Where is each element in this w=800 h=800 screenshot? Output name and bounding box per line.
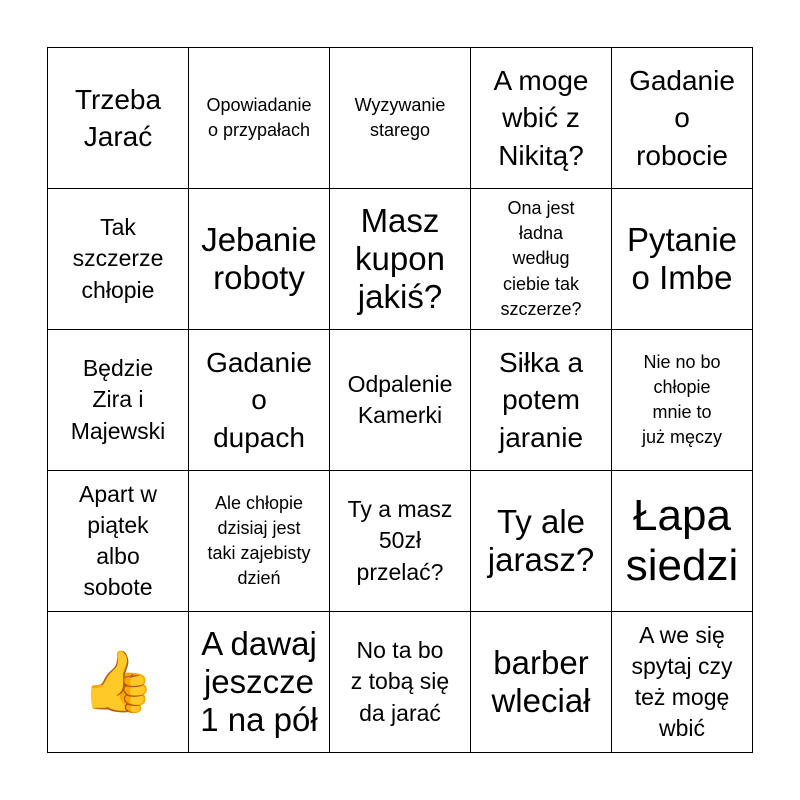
bingo-cell-r0-c3[interactable] <box>471 48 612 189</box>
cell-text: Wyzywanie starego <box>354 94 446 140</box>
cell-text: Opowiadanie o przypałach <box>206 94 312 140</box>
thumbs-up-icon: 👍 <box>80 647 156 717</box>
bingo-cell-r3-c0[interactable] <box>48 471 189 612</box>
cell-text: Odpalenie Kamerki <box>347 370 453 428</box>
bingo-cell-r2-c2[interactable] <box>330 330 471 471</box>
cell-text: Nie no bo chłopie mnie to już męczy <box>641 351 722 448</box>
bingo-cell-r1-c1[interactable] <box>189 189 330 330</box>
bingo-cell-r1-c4[interactable] <box>612 189 753 330</box>
bingo-cell-r1-c0[interactable] <box>48 189 189 330</box>
bingo-cell-r4-c3[interactable] <box>471 612 612 753</box>
cell-text: Pytanie o Imbe <box>626 221 738 296</box>
bingo-board <box>47 47 753 753</box>
bingo-cell-r0-c1[interactable] <box>189 48 330 189</box>
cell-text: Łapa siedzi <box>625 491 739 590</box>
bingo-cell-r2-c1[interactable] <box>189 330 330 471</box>
bingo-cell-r2-c4[interactable] <box>612 330 753 471</box>
cell-text: Gadanie o dupach <box>206 347 312 453</box>
bingo-cell-r4-c1[interactable] <box>189 612 330 753</box>
cell-text: Apart w piątek albo sobote <box>79 480 157 601</box>
cell-text: Ty ale jarasz? <box>487 503 595 578</box>
cell-text: Ty a masz 50zł przelać? <box>347 496 453 585</box>
bingo-cell-r4-c0[interactable] <box>48 612 189 753</box>
bingo-cell-r3-c4[interactable] <box>612 471 753 612</box>
cell-text: barber wleciał <box>491 644 591 719</box>
bingo-cell-r0-c4[interactable] <box>612 48 753 189</box>
bingo-cell-r1-c2[interactable] <box>330 189 471 330</box>
cell-text: Jebanie roboty <box>201 221 317 296</box>
cell-text: Ona jest ładna według ciebie tak szczerze? <box>500 198 582 319</box>
bingo-cell-r3-c3[interactable] <box>471 471 612 612</box>
cell-text: Ale chłopie dzisiaj jest taki zajebisty dzień <box>207 492 311 589</box>
cell-text: Będzie Zira i Majewski <box>70 355 166 444</box>
cell-text: Gadanie o robocie <box>629 65 735 171</box>
bingo-cell-r0-c2[interactable] <box>330 48 471 189</box>
bingo-cell-r1-c3[interactable] <box>471 189 612 330</box>
cell-text: A dawaj jeszcze 1 na pół <box>200 625 318 738</box>
cell-text: Trzeba Jarać <box>74 83 162 152</box>
cell-text: Siłka a potem jaranie <box>498 347 584 453</box>
cell-text: No ta bo z tobą się da jarać <box>350 637 450 726</box>
cell-text: Masz kupon jakiś? <box>355 202 445 315</box>
bingo-cell-r0-c0[interactable] <box>48 48 189 189</box>
bingo-cell-r4-c4[interactable] <box>612 612 753 753</box>
bingo-cell-r2-c3[interactable] <box>471 330 612 471</box>
cell-text: Tak szczerze chłopie <box>72 214 164 303</box>
bingo-cell-r3-c1[interactable] <box>189 471 330 612</box>
cell-text: A moge wbić z Nikitą? <box>493 65 589 171</box>
bingo-cell-r3-c2[interactable] <box>330 471 471 612</box>
cell-text: A we się spytaj czy też mogę wbić <box>631 621 733 742</box>
bingo-cell-r2-c0[interactable] <box>48 330 189 471</box>
bingo-cell-r4-c2[interactable] <box>330 612 471 753</box>
